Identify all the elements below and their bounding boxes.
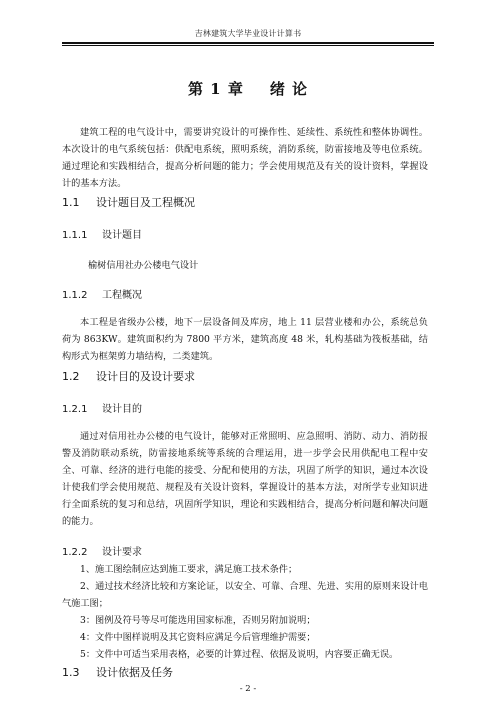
section-number: 1.2 (62, 370, 80, 383)
list-item: 2、通过技术经济比较和方案论证，以安全、可靠、合理、先进、实用的原则来设计电气施工图； (62, 581, 428, 609)
chapter-number: 第 1 章 (187, 80, 244, 98)
section-1-1-1-heading (62, 229, 142, 243)
running-header: 吉林建筑大学毕业设计计算书 (194, 29, 302, 38)
section-number: 1.2.2 (62, 547, 88, 558)
section-1-1-heading (62, 196, 195, 210)
chapter-title (0, 78, 496, 99)
chapter-name: 绪 论 (269, 80, 309, 98)
section-number: 1.1.2 (62, 290, 88, 301)
section-title: 设计目的 (102, 404, 142, 415)
design-title-text: 榆树信用社办公楼电气设计 (88, 260, 199, 271)
section-title: 设计目的及设计要求 (96, 370, 195, 383)
header-rule-thick (62, 42, 434, 44)
section-title: 设计要求 (102, 547, 142, 558)
section-1-2-heading (62, 370, 195, 384)
section-1-1-2-heading (62, 289, 142, 303)
section-title: 设计题目 (102, 230, 142, 241)
section-1-3-heading (62, 666, 173, 680)
list-item: 3：图例及符号等尽可能选用国家标准，否则另附加说明； (80, 615, 316, 626)
list-item: 1、施工图绘制应达到施工要求，满足施工技术条件； (80, 564, 298, 575)
list-item: 5：文件中可适当采用表格，必要的计算过程、依据及说明，内容要正确无误。 (80, 649, 399, 660)
intro-paragraph: 建筑工程的电气设计中，需要讲究设计的可操作性、延续性、系统性和整体协调性。本次设计的电气系统包括：供配电系统，照明系统，消防系统，防雷接地及等电位系统。通过理论和实践相结合，提高分析问题的能力；学会使用规范及有关的设计资料，掌握设计的基本方法。 (62, 127, 428, 189)
section-number: 1.2.1 (62, 404, 88, 415)
overview-paragraph: 本工程是省级办公楼，地下一层设备间及库房，地上 11 层营业楼和办公，系统总负荷为 863KW。建筑面积约为 7800 平方米，建筑高度 48 米，轧构基础为筏板基础，结构形式为框架剪力墙结构，二类建筑。 (62, 317, 428, 362)
section-number: 1.1.1 (62, 230, 88, 241)
requirements-list (62, 561, 428, 663)
page-number: - 2 - (239, 684, 257, 694)
purpose-paragraph: 通过对信用社办公楼的电气设计，能够对正常照明、应急照明、消防、动力、消防报警及消防联动系统，防雷接地系统等系统的合理运用，进一步学会民用供配电工程中安全、可靠、经济的进行电能的接受、分配和使用的方法，巩固了所学的知识，通过本次设计使我们学会使用规范、规程及有关设计资料，掌握设计的基本方法，对所学专业知识进行全面系统的复习和总结，巩固所学知识，理论和实践相结合，提高分析问题和解决问题的能力。 (62, 431, 428, 527)
section-1-2-1-heading (62, 403, 142, 417)
section-title: 工程概况 (102, 290, 142, 301)
header-rule-thin (62, 45, 434, 46)
section-number: 1.3 (62, 666, 80, 679)
section-title: 设计题目及工程概况 (96, 196, 195, 209)
list-item: 4：文件中图样说明及其它资料应满足今后管理维护需要； (80, 632, 316, 643)
section-title: 设计依据及任务 (96, 666, 173, 679)
section-1-2-2-heading (62, 546, 142, 560)
section-number: 1.1 (62, 196, 80, 209)
